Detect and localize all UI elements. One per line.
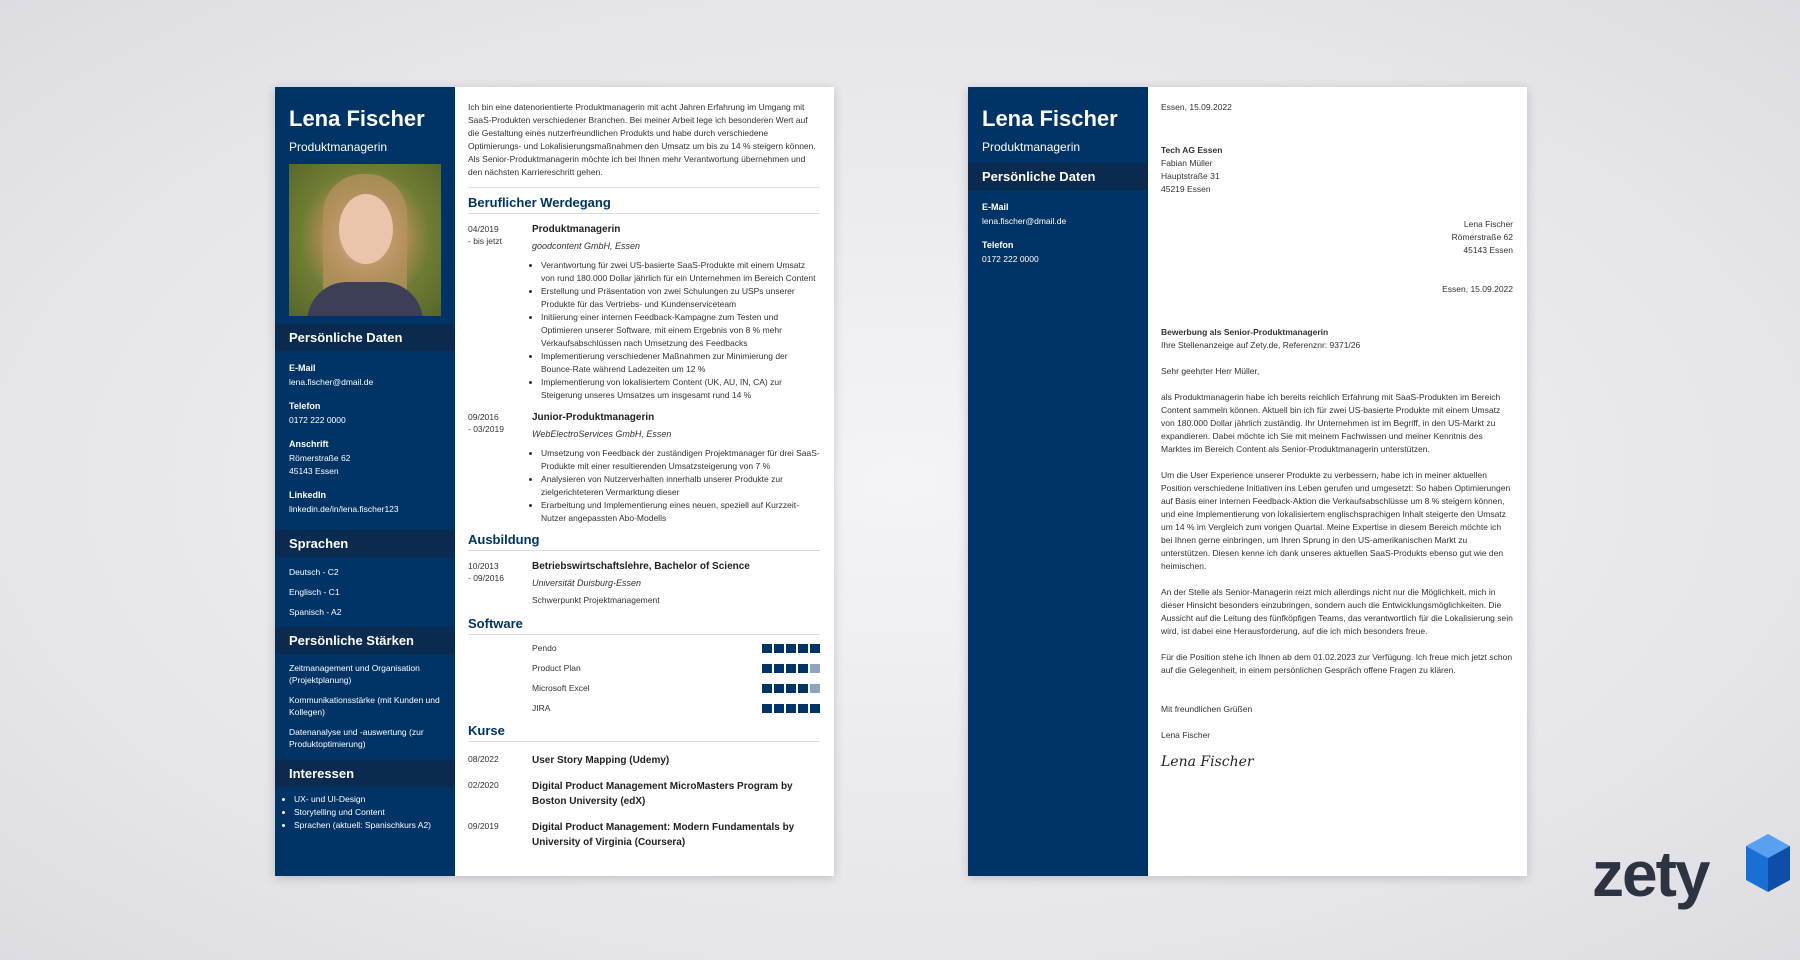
- languages-heading: Sprachen: [275, 530, 455, 557]
- course-entry: [468, 753, 820, 768]
- phone-value: 0172 222 0000: [289, 415, 346, 425]
- software-row: [468, 702, 820, 715]
- date-end: - 09/2016: [468, 573, 504, 583]
- level-square: [798, 644, 808, 653]
- date-start: 10/2013: [468, 561, 499, 571]
- sender-block: [1161, 218, 1513, 257]
- level-square: [798, 664, 808, 673]
- language-item: Spanisch - A2: [289, 607, 342, 617]
- address-label: Anschrift: [289, 439, 329, 449]
- resume-main: [468, 101, 820, 850]
- experience-entry: [468, 223, 820, 402]
- job-bullet: • Verantwortung für zwei US-basierte SaaS-Produkte mit einem Umsatz von rund 180.000 Dollar jährlich für ein Unternehmen im Bereich Content: [541, 259, 820, 285]
- recipient-company: Tech AG Essen: [1161, 145, 1223, 155]
- letter-role: Produktmanagerin: [982, 140, 1081, 154]
- entry-date: [468, 411, 532, 525]
- software-row: [468, 662, 820, 675]
- date-start: 04/2019: [468, 224, 499, 234]
- letter-paragraph: An der Stelle als Senior-Managerin reizt mich allerdings nicht nur die Möglichkeit, mich in dieser Hinsicht besonders einzubringen, sondern auch die Entwicklungsmöglichkeiten. Die Aussicht auf die Leitung des fünfköpfigen Teams, das verantwortlich für die Lokalisierung sein wird, ist dabei eine Herausforderung, auf die ich mich besonders freue.: [1161, 587, 1513, 636]
- level-square: [762, 644, 772, 653]
- profile-photo: [289, 164, 441, 316]
- email-label: E-Mail: [289, 363, 316, 373]
- letter-paragraph: Um die User Experience unserer Produkte zu verbessern, habe ich in meiner aktuellen Position verschiedene Initiativen ins Leben gerufen und umgesetzt: So haben Optimierungen auf Basis einer internen Feedback-Aktion die Verkaufsabschlüsse um 8 % steigern können, und eine Implementierung von lokalisiertem englischsprachigen Inhalt steigerte den Umsatz um 14 % im Vergleich zum vorigen Quartal. Meine Expertise in diesem Bereich möchte ich bei Ihnen gerne einbringen, um Ihren Sprung in den US-amerikanischen Markt zu unterstützen. Diesen kenne ich dank unseres aktuellen SaaS-Produkts ebenso gut wie den heimischen.: [1161, 470, 1511, 571]
- course-title: Digital Product Management MicroMasters Program by Boston University (edX): [532, 781, 793, 807]
- language-item: Deutsch - C2: [289, 567, 339, 577]
- level-square: [786, 704, 796, 713]
- resume-page: [275, 87, 834, 876]
- job-title: Produktmanagerin: [532, 224, 621, 235]
- level-square: [798, 684, 808, 693]
- software-level-bar: [762, 684, 820, 693]
- letter-top-date: Essen, 15.09.2022: [1161, 102, 1232, 112]
- software-name: Product Plan: [532, 663, 581, 673]
- software-level-bar: [762, 664, 820, 673]
- software-heading: Software: [468, 617, 820, 635]
- level-square: [786, 664, 796, 673]
- level-square: [798, 704, 808, 713]
- experience-entry: [468, 411, 820, 525]
- course-date: 02/2020: [468, 780, 499, 790]
- software-row: [468, 682, 820, 695]
- strengths-block: [275, 662, 455, 750]
- education-entry: [468, 560, 820, 607]
- interest-item: • UX- und UI-Design: [294, 793, 455, 806]
- courses-heading: Kurse: [468, 724, 820, 742]
- level-square: [810, 664, 820, 673]
- languages-block: [275, 567, 455, 617]
- letter-closing-name: Lena Fischer: [1161, 730, 1211, 740]
- letter-name: Lena Fischer: [982, 106, 1118, 131]
- level-square: [786, 684, 796, 693]
- recipient-line: 45219 Essen: [1161, 184, 1211, 194]
- letter-body: [1161, 101, 1513, 769]
- date-end: - bis jetzt: [468, 236, 503, 246]
- strength-item: Kommunikationsstärke (mit Kunden und Kollegen): [289, 695, 440, 717]
- level-square: [786, 644, 796, 653]
- job-bullets: [532, 447, 820, 525]
- job-bullet: • Implementierung von lokalisiertem Content (UK, AU, IN, CA) zur Steigerung unseres Umsatzes um insgesamt rund 14 %: [541, 376, 820, 402]
- education-note: Schwerpunkt Projektmanagement: [532, 595, 660, 605]
- job-bullet: • Erarbeitung und Implementierung eines neuen, speziell auf Kurzzeit-Nutzer angepassten Abo-Modells: [541, 499, 820, 525]
- level-square: [774, 664, 784, 673]
- level-square: [774, 704, 784, 713]
- software-name: Microsoft Excel: [532, 683, 590, 693]
- letter-subject: Bewerbung als Senior-Produktmanagerin: [1161, 327, 1329, 337]
- level-square: [810, 644, 820, 653]
- contact-block: [275, 363, 455, 516]
- strength-item: Zeitmanagement und Organisation (Projektplanung): [289, 663, 420, 685]
- letter-reference: Ihre Stellenanzeige auf Zety.de, Referenznr: 9371/26: [1161, 340, 1361, 350]
- email-value: lena.fischer@dmail.de: [289, 377, 374, 387]
- level-square: [762, 704, 772, 713]
- letter-salutation: Sehr geehrter Herr Müller,: [1161, 366, 1260, 376]
- interests-heading: Interessen: [275, 760, 455, 787]
- job-bullet: • Umsetzung von Feedback der zuständigen Projektmanager für drei SaaS-Produkte mit einer resultierenden Umsatzsteigerung von 7 %: [541, 447, 820, 473]
- phone-value: 0172 222 0000: [982, 254, 1039, 264]
- resume-name: Lena Fischer: [289, 106, 425, 131]
- degree-title: Betriebswirtschaftslehre, Bachelor of Science: [532, 561, 750, 572]
- software-level-bar: [762, 644, 820, 653]
- interest-item: • Storytelling und Content: [294, 806, 455, 819]
- logo-cube-icon: [1742, 832, 1792, 902]
- school-name: Universität Duisburg-Essen: [532, 578, 642, 588]
- job-title: Junior-Produktmanagerin: [532, 412, 655, 423]
- recipient-line: Fabian Müller: [1161, 158, 1213, 168]
- job-bullet: • Initiierung einer internen Feedback-Kampagne zum Testen und Optimieren unserer Software, mit einem Ergebnis von 8 % mehr Verkaufsabschlüssen nach Umsetzung des Feedbacks: [541, 311, 820, 350]
- letter-paragraph: als Produktmanagerin habe ich bereits reichlich Erfahrung mit SaaS-Produkten im Bereich Content sammeln können. Aktuell bin ich für zwei US-basierte Produkte mit einem Umsatz von 180.000 Dollar jährlich zuständig. Ihr Unternehmen ist im Begriff, in den US-Markt zu expandieren. Dabei möchte ich Sie mit meinem Fachwissen und meiner Kenntnis des Marktes im Bereich Content als Senior-Produktmanagerin unterstützen.: [1161, 392, 1501, 454]
- letter-contact-block: [968, 202, 1148, 266]
- letter-date: Essen, 15.09.2022: [1442, 284, 1513, 294]
- date-start: 09/2016: [468, 412, 499, 422]
- experience-heading: Beruflicher Werdegang: [468, 196, 820, 214]
- resume-sidebar: [275, 87, 455, 876]
- job-company: goodcontent GmbH, Essen: [532, 241, 641, 251]
- date-end: - 03/2019: [468, 424, 504, 434]
- sender-line: Römerstraße 62: [1451, 232, 1513, 242]
- job-bullet: • Erstellung und Präsentation von zwei Schulungen zu USPs unserer Produkte für das Vertriebs- und Kundenserviceteam: [541, 285, 820, 311]
- level-square: [762, 664, 772, 673]
- address-line-1: Römerstraße 62: [289, 453, 351, 463]
- cover-letter-page: [968, 87, 1527, 876]
- letter-sidebar: [968, 87, 1148, 876]
- software-level-bar: [762, 704, 820, 713]
- phone-label: Telefon: [289, 401, 321, 411]
- recipient-block: [1161, 144, 1513, 196]
- letter-paragraph: Für die Position stehe ich Ihnen ab dem 01.02.2023 zur Verfügung. Ich freue mich jetzt schon auf die Gelegenheit, in einem persönlichen Gespräch offene Fragen zu klären.: [1161, 652, 1513, 675]
- course-date: 09/2019: [468, 821, 499, 831]
- job-bullet: • Implementierung verschiedener Maßnahmen zur Minimierung der Bounce-Rate während Ladezeiten um 12 %: [541, 350, 820, 376]
- linkedin-value: linkedin.de/in/lena.fischer123: [289, 504, 399, 514]
- zety-logo: [1592, 838, 1772, 922]
- entry-date: [468, 560, 532, 607]
- recipient-line: Hauptstraße 31: [1161, 171, 1220, 181]
- letter-closing: Mit freundlichen Grüßen: [1161, 704, 1253, 714]
- course-entry: [468, 779, 820, 809]
- software-name: Pendo: [532, 643, 557, 653]
- sender-line: 45143 Essen: [1463, 245, 1513, 255]
- address-line-2: 45143 Essen: [289, 466, 339, 476]
- level-square: [774, 644, 784, 653]
- entry-date: [468, 223, 532, 402]
- level-square: [774, 684, 784, 693]
- linkedin-label: LinkedIn: [289, 490, 327, 500]
- interests-list: [275, 793, 455, 832]
- course-date: 08/2022: [468, 754, 499, 764]
- resume-role: Produktmanagerin: [289, 140, 388, 154]
- sender-line: Lena Fischer: [1463, 219, 1513, 229]
- letter-contact-heading: Persönliche Daten: [968, 163, 1148, 190]
- email-value: lena.fischer@dmail.de: [982, 216, 1067, 226]
- interest-item: • Sprachen (aktuell: Spanischkurs A2): [294, 819, 455, 832]
- contact-heading: Persönliche Daten: [275, 324, 455, 351]
- software-list: [468, 642, 820, 715]
- profile-summary: Ich bin eine datenorientierte Produktmanagerin mit acht Jahren Erfahrung im Umgang mit SaaS-Produkten verschiedener Branchen. Bei meiner Arbeit lege ich besonderen Wert auf die Gestaltung eines nutzerfreundlichen Produkts und habe durch verschiedene Optimierungs- und Lokalisierungsmaßnahmen den Umsatz um bis zu 14 % steigern können. Als Senior-Produktmanagerin möchte ich bei Ihnen mehr Verantwortung übernehmen und den nächsten Karriereschritt gehen.: [468, 101, 820, 188]
- course-title: User Story Mapping (Udemy): [532, 755, 670, 766]
- phone-label: Telefon: [982, 240, 1014, 250]
- software-row: [468, 642, 820, 655]
- email-label: E-Mail: [982, 202, 1009, 212]
- course-entry: [468, 820, 820, 850]
- software-name: JIRA: [532, 703, 551, 713]
- language-item: Englisch - C1: [289, 587, 340, 597]
- job-bullet: • Analysieren von Nutzerverhalten innerhalb unserer Produkte zur zielgerichteteren Vermarktung dieser: [541, 473, 820, 499]
- handwritten-signature: Lena Fischer: [1161, 754, 1254, 770]
- strengths-heading: Persönliche Stärken: [275, 627, 455, 654]
- level-square: [762, 684, 772, 693]
- course-title: Digital Product Management: Modern Fundamentals by University of Virginia (Coursera): [532, 822, 795, 848]
- logo-text: zety: [1592, 838, 1709, 910]
- strength-item: Datenanalyse und -auswertung (zur Produktoptimierung): [289, 727, 424, 749]
- level-square: [810, 704, 820, 713]
- education-heading: Ausbildung: [468, 533, 820, 551]
- job-company: WebElectroServices GmbH, Essen: [532, 429, 672, 439]
- job-bullets: [532, 259, 820, 402]
- level-square: [810, 684, 820, 693]
